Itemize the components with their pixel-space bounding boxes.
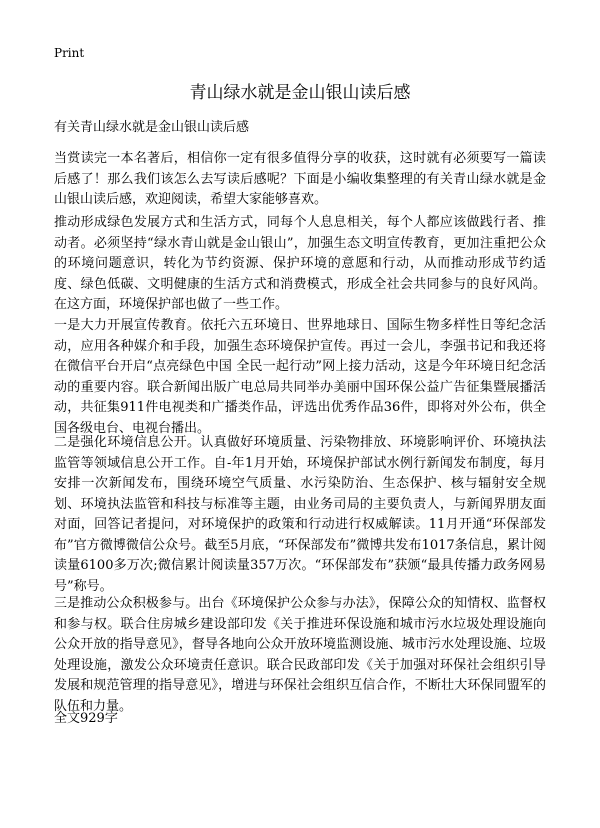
word-count: 全文929字 <box>54 711 118 726</box>
paragraph-publicity-education: 一是大力开展宣传教育。依托六五环境日、世界地球日、国际生物多样性日等纪念活动，应用各种媒介和手段，加强生态环境保护宣传。再过一会儿，李强书记和我还将在微信平台开启“点亮绿色中国 全民一起行动”网上接力活动，这是今年环境日纪念活动的重要内容。联合新闻出版广电总局共同举办美丽中国环保公益广告征集暨展播活动，共征集911件电视类和广播类作品，评选出优秀作品36件，即将对外公布，供全国各级电台、电视台播出。 <box>54 318 546 436</box>
print-link[interactable]: Print <box>54 46 85 60</box>
paragraph-public-participation: 三是推动公众积极参与。出台《环境保护公众参与办法》，保障公众的知情权、监督权和参与权。联合住房城乡建设部印发《关于推进环保设施和城市污水垃圾处理设施向公众开放的指导意见》，督导各地向公众开放环境监测设施、城市污水处理设施、垃圾处理设施，激发公众环境责任意识。联合民政部印发《关于加强对环保社会组织引导发展和规范管理的指导意见》，增进与环保社会组织互信合作，不断壮大环保同盟军的队伍和力量。 <box>54 596 546 714</box>
article-subtitle: 有关青山绿水就是金山银山读后感 <box>54 120 250 135</box>
paragraph-intro: 当赏读完一本名著后，相信你一定有很多值得分享的收获，这时就有必须要写一篇读后感了！那么我们该怎么去写读后感呢？下面是小编收集整理的有关青山绿水就是金山银山读后感，欢迎阅读，希望大家能够喜欢。 <box>54 151 546 207</box>
paragraph-information-disclosure: 二是强化环境信息公开。认真做好环境质量、污染物排放、环境影响评价、环境执法监管等领域信息公开工作。自-年1月开始，环境保护部试水例行新闻发布制度，每月安排一次新闻发布，围绕环境空气质量、水污染防治、生态保护、核与辐射安全规划、环境执法监管和科技与标准等主题，由业务司局的主要负责人，与新闻界朋友面对面，回答记者提问，对环境保护的政策和行动进行权威解读。11月开通“环保部发布”官方微博微信公众号。截至5月底，“环保部发布”微博共发布1017条信息，累计阅读量6100多万次;微信累计阅读量357万次。“环保部发布”获颁“最具传播力政务网易号”称号。 <box>54 435 546 594</box>
page-title: 青山绿水就是金山银山读后感 <box>189 83 411 103</box>
paragraph-green-development: 推动形成绿色发展方式和生活方式，同每个人息息相关，每个人都应该做践行者、推动者。必须坚持“绿水青山就是金山银山”，加强生态文明宣传教育，更加注重把公众的环境问题意识，转化为节约资源、保护环境的意愿和行动，从而推动形成节约适度、绿色低碳、文明健康的生活方式和消费模式，形成全社会共同参与的良好风尚。在这方面，环境保护部也做了一些工作。 <box>54 215 546 312</box>
